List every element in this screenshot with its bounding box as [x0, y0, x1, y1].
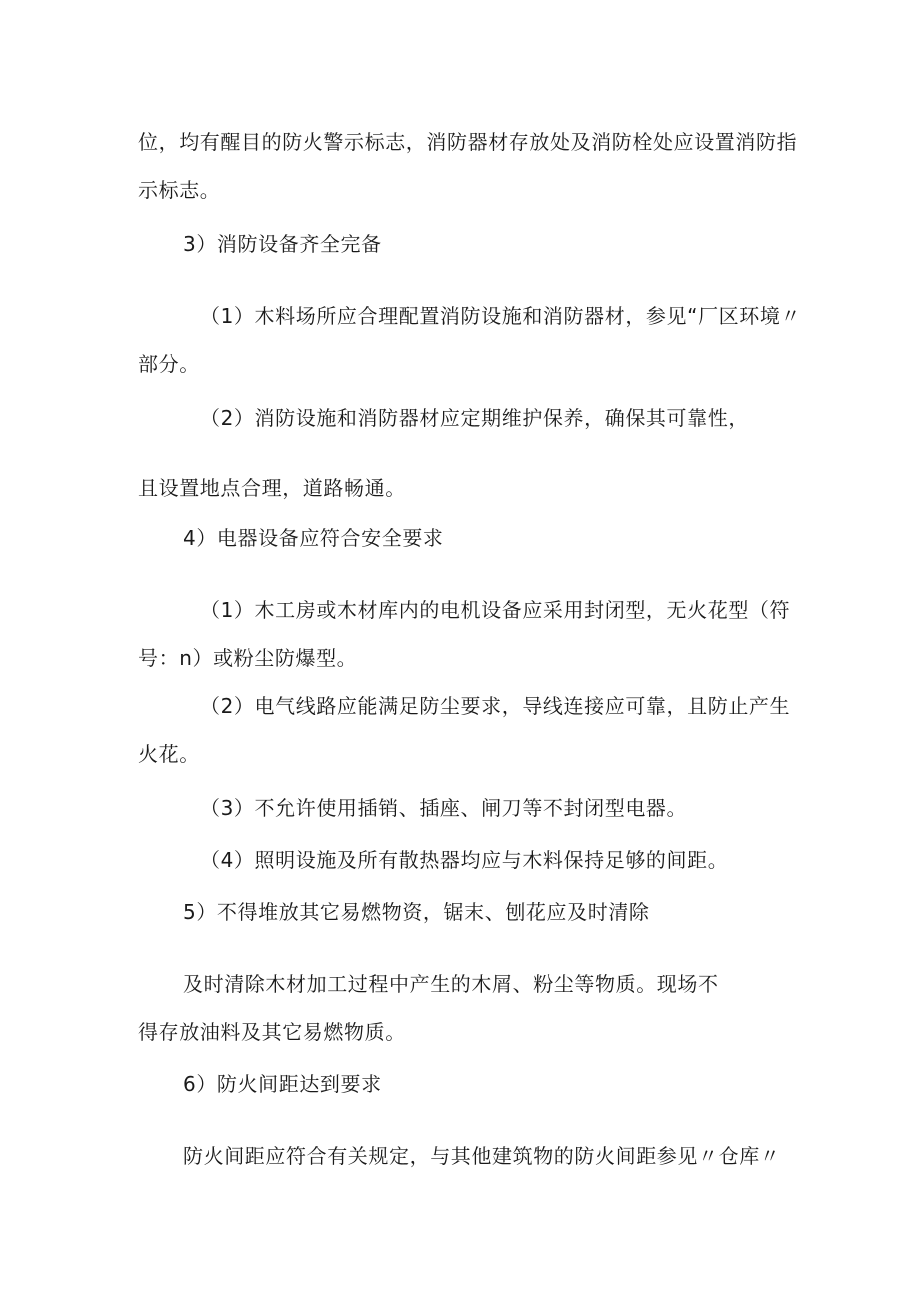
body-text-line: 防火间距应符合有关规定，与其他建筑物的防火间距参见〃仓库〃 [183, 1144, 781, 1168]
body-text-line: 部分。 [138, 352, 200, 376]
list-item-4-1: （1）木工房或木材库内的电机设备应采用封闭型，无火花型（符 [200, 598, 791, 622]
list-item-3-2: （2）消防设施和消防器材应定期维护保养，确保其可靠性， [200, 406, 749, 430]
section-heading-6: 6）防火间距达到要求 [183, 1072, 382, 1096]
body-text-line: 得存放油料及其它易燃物质。 [138, 1020, 406, 1044]
section-heading-3: 3）消防设备齐全完备 [183, 232, 382, 256]
body-text-line: 且设置地点合理，道路畅通。 [138, 476, 406, 500]
body-text-line: 及时清除木材加工过程中产生的木屑、粉尘等物质。现场不 [183, 972, 719, 996]
list-item-4-2: （2）电气线路应能满足防尘要求，导线连接应可靠，且防止产生 [200, 694, 791, 718]
section-heading-4: 4）电器设备应符合安全要求 [183, 526, 444, 550]
list-item-4-3: （3）不允许使用插销、插座、闸刀等不封闭型电器。 [200, 796, 688, 820]
list-item-3-1: （1）木料场所应合理配置消防设施和消防器材，参见“厂区环境〃 [200, 304, 802, 328]
body-text-line: 位，均有醒目的防火警示标志，消防器材存放处及消防栓处应设置消防指 [138, 130, 798, 154]
body-text-line: 示标志。 [138, 178, 221, 202]
body-text-line: 火花。 [138, 742, 200, 766]
section-heading-5: 5）不得堆放其它易燃物资，锯末、刨花应及时清除 [183, 900, 650, 924]
list-item-4-4: （4）照明设施及所有散热器均应与木料保持足够的间距。 [200, 848, 729, 872]
body-text-line: 号：n）或粉尘防爆型。 [138, 646, 358, 670]
